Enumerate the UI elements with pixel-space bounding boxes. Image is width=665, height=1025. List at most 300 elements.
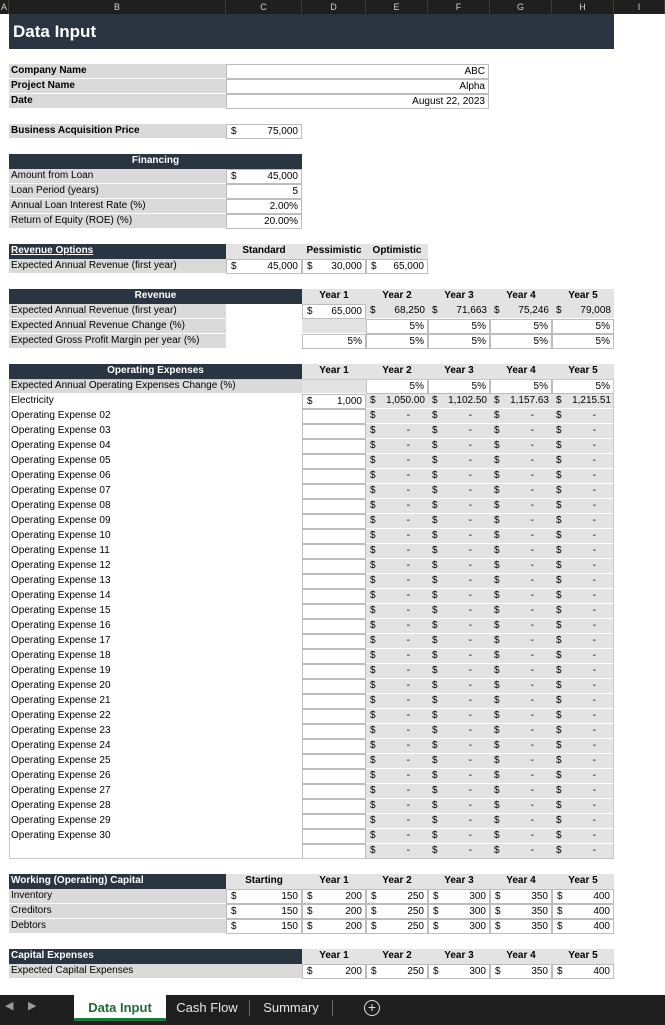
currency-symbol: $ bbox=[370, 740, 376, 751]
currency-symbol: $ bbox=[556, 425, 562, 436]
column-header[interactable]: D bbox=[302, 0, 366, 14]
currency-symbol: $ bbox=[231, 126, 237, 137]
column-header[interactable]: A bbox=[0, 2, 7, 12]
opex-input-cell[interactable] bbox=[302, 469, 366, 484]
currency-symbol: $ bbox=[370, 305, 376, 316]
opex-input-cell[interactable] bbox=[302, 709, 366, 724]
opex-cell bbox=[552, 649, 614, 664]
opex-row-label: Operating Expense 18 bbox=[9, 649, 226, 664]
opex-row-label: Operating Expense 16 bbox=[9, 619, 226, 634]
opex-input-cell[interactable] bbox=[302, 634, 366, 649]
page-title: Data Input bbox=[9, 14, 614, 49]
dash-value: - bbox=[468, 785, 472, 796]
opex-cell bbox=[552, 664, 614, 679]
currency-symbol: $ bbox=[556, 755, 562, 766]
opex-cell bbox=[428, 769, 490, 784]
working-capital-cell[interactable] bbox=[490, 919, 552, 934]
column-header[interactable]: G bbox=[490, 0, 552, 14]
opex-row-label: Operating Expense 02 bbox=[9, 409, 226, 424]
opex-cell bbox=[552, 409, 614, 424]
opex-cell bbox=[366, 559, 428, 574]
dash-value: - bbox=[406, 575, 410, 586]
opex-cell bbox=[366, 709, 428, 724]
currency-symbol: $ bbox=[370, 605, 376, 616]
working-capital-cell[interactable] bbox=[490, 904, 552, 919]
currency-symbol: $ bbox=[494, 515, 500, 526]
currency-symbol: $ bbox=[370, 470, 376, 481]
revenue-cell bbox=[552, 304, 614, 319]
opex-input-cell[interactable] bbox=[302, 559, 366, 574]
opex-cell bbox=[366, 604, 428, 619]
dash-value: - bbox=[592, 845, 596, 856]
working-capital-cell-value: 200 bbox=[345, 906, 362, 917]
opex-cell bbox=[490, 694, 552, 709]
currency-symbol: $ bbox=[556, 590, 562, 601]
worksheet-grid[interactable] bbox=[0, 14, 665, 995]
opex-cell bbox=[552, 634, 614, 649]
revenue-cell-value: 75,246 bbox=[518, 305, 549, 316]
operating-expenses-header: Operating Expenses bbox=[9, 364, 302, 379]
opex-cell bbox=[428, 814, 490, 829]
currency-symbol: $ bbox=[494, 560, 500, 571]
capex-cell[interactable] bbox=[302, 964, 366, 979]
currency-symbol: $ bbox=[495, 906, 501, 917]
revenue-row-label: Expected Gross Profit Margin per year (%) bbox=[9, 334, 226, 349]
currency-symbol: $ bbox=[494, 395, 500, 406]
working-capital-cell-value: 350 bbox=[531, 906, 548, 917]
revenue-cell[interactable]: 5% bbox=[302, 334, 366, 349]
currency-symbol: $ bbox=[494, 815, 500, 826]
dash-value: - bbox=[468, 620, 472, 631]
year-header: Year 5 bbox=[552, 364, 614, 379]
working-capital-cell[interactable] bbox=[552, 919, 614, 934]
revenue-cell[interactable]: 5% bbox=[552, 319, 614, 334]
opex-cell bbox=[490, 394, 552, 409]
dash-value: - bbox=[530, 695, 534, 706]
dash-value: - bbox=[592, 590, 596, 601]
working-capital-cell[interactable] bbox=[302, 904, 366, 919]
opex-input-cell[interactable] bbox=[302, 784, 366, 799]
revenue-cell-value: 65,000 bbox=[331, 306, 362, 317]
opex-cell bbox=[552, 769, 614, 784]
tab-separator bbox=[332, 1000, 333, 1016]
dash-value: - bbox=[530, 485, 534, 496]
opex-cell bbox=[366, 844, 428, 859]
opex-cell bbox=[366, 769, 428, 784]
column-header[interactable]: I bbox=[614, 0, 665, 14]
currency-symbol: $ bbox=[370, 425, 376, 436]
dash-value: - bbox=[530, 425, 534, 436]
currency-symbol: $ bbox=[231, 921, 237, 932]
dash-value: - bbox=[406, 815, 410, 826]
opex-cell bbox=[490, 514, 552, 529]
working-capital-row-label: Inventory bbox=[9, 889, 226, 904]
loan-amount-value: 45,000 bbox=[267, 171, 298, 182]
opex-change-cell[interactable]: 5% bbox=[552, 379, 614, 394]
working-capital-cell[interactable] bbox=[302, 919, 366, 934]
opex-cell bbox=[490, 634, 552, 649]
working-capital-cell[interactable] bbox=[302, 889, 366, 904]
company-name-input[interactable]: ABC bbox=[226, 64, 489, 79]
opex-row-label: Operating Expense 08 bbox=[9, 499, 226, 514]
working-capital-cell-value: 350 bbox=[531, 891, 548, 902]
currency-symbol: $ bbox=[557, 906, 563, 917]
opex-input-cell[interactable] bbox=[302, 424, 366, 439]
opex-cell bbox=[366, 529, 428, 544]
acquisition-price-input[interactable] bbox=[226, 124, 302, 139]
dash-value: - bbox=[468, 515, 472, 526]
currency-symbol: $ bbox=[432, 455, 438, 466]
acquisition-price-label: Business Acquisition Price bbox=[9, 124, 226, 139]
working-capital-cell[interactable] bbox=[366, 889, 428, 904]
opex-cell bbox=[552, 469, 614, 484]
opex-input-cell[interactable] bbox=[302, 829, 366, 844]
financing-label: Return of Equity (ROE) (%) bbox=[9, 214, 226, 229]
working-capital-cell[interactable] bbox=[552, 889, 614, 904]
currency-symbol: $ bbox=[556, 740, 562, 751]
year-header: Year 5 bbox=[552, 949, 614, 964]
column-header[interactable]: C bbox=[226, 0, 302, 14]
opex-cell bbox=[366, 409, 428, 424]
dash-value: - bbox=[530, 830, 534, 841]
opex-cell bbox=[552, 424, 614, 439]
currency-symbol: $ bbox=[556, 545, 562, 556]
opex-cell bbox=[552, 739, 614, 754]
dash-value: - bbox=[592, 785, 596, 796]
revenue-row-label: Expected Annual Revenue Change (%) bbox=[9, 319, 226, 334]
opex-cell bbox=[552, 799, 614, 814]
opex-input-cell[interactable] bbox=[302, 409, 366, 424]
opex-input-cell[interactable] bbox=[302, 799, 366, 814]
revenue-cell-value: 79,008 bbox=[580, 305, 611, 316]
dash-value: - bbox=[468, 545, 472, 556]
currency-symbol: $ bbox=[432, 620, 438, 631]
year-header: Year 1 bbox=[302, 949, 366, 964]
dash-value: - bbox=[592, 485, 596, 496]
dash-value: - bbox=[406, 545, 410, 556]
working-capital-cell[interactable] bbox=[428, 889, 490, 904]
opex-cell bbox=[552, 784, 614, 799]
currency-symbol: $ bbox=[307, 261, 313, 272]
currency-symbol: $ bbox=[556, 530, 562, 541]
project-name-input[interactable]: Alpha bbox=[226, 79, 489, 94]
revenue-cell[interactable]: 5% bbox=[428, 334, 490, 349]
opex-input-cell[interactable] bbox=[302, 499, 366, 514]
opex-cell bbox=[366, 619, 428, 634]
currency-symbol: $ bbox=[371, 906, 377, 917]
currency-symbol: $ bbox=[556, 815, 562, 826]
dash-value: - bbox=[530, 515, 534, 526]
dash-value: - bbox=[530, 770, 534, 781]
opex-cell bbox=[490, 679, 552, 694]
opex-cell bbox=[428, 409, 490, 424]
revenue-cell[interactable]: 5% bbox=[552, 334, 614, 349]
dash-value: - bbox=[530, 665, 534, 676]
capex-cell[interactable] bbox=[490, 964, 552, 979]
loan-period-input[interactable]: 5 bbox=[226, 184, 302, 199]
opex-change-cell[interactable]: 5% bbox=[428, 379, 490, 394]
dash-value: - bbox=[468, 440, 472, 451]
opex-input-cell[interactable] bbox=[302, 514, 366, 529]
opex-input-cell[interactable] bbox=[302, 769, 366, 784]
interest-rate-input[interactable]: 2.00% bbox=[226, 199, 302, 214]
currency-symbol: $ bbox=[432, 545, 438, 556]
opex-cell bbox=[490, 469, 552, 484]
currency-symbol: $ bbox=[370, 755, 376, 766]
dash-value: - bbox=[530, 530, 534, 541]
year-header: Year 3 bbox=[428, 949, 490, 964]
opex-cell bbox=[366, 649, 428, 664]
opex-cell bbox=[366, 664, 428, 679]
currency-symbol: $ bbox=[556, 725, 562, 736]
dash-value: - bbox=[406, 770, 410, 781]
previous-sheet-icon[interactable]: ◀ bbox=[5, 1000, 14, 1012]
dash-value: - bbox=[468, 665, 472, 676]
opex-cell bbox=[366, 799, 428, 814]
dash-value: - bbox=[406, 470, 410, 481]
column-header[interactable]: E bbox=[366, 0, 428, 14]
opex-cell bbox=[552, 814, 614, 829]
opex-input-cell[interactable] bbox=[302, 814, 366, 829]
currency-symbol: $ bbox=[231, 891, 237, 902]
tab-summary[interactable]: Summary bbox=[263, 1000, 319, 1015]
opex-input-cell[interactable] bbox=[302, 589, 366, 604]
opex-row-label: Operating Expense 09 bbox=[9, 514, 226, 529]
dash-value: - bbox=[530, 410, 534, 421]
currency-symbol: $ bbox=[557, 966, 563, 977]
working-capital-cell[interactable] bbox=[552, 904, 614, 919]
dash-value: - bbox=[406, 590, 410, 601]
opex-input-cell[interactable] bbox=[302, 454, 366, 469]
working-capital-cell-value: 400 bbox=[593, 891, 610, 902]
financing-label: Amount from Loan bbox=[9, 169, 226, 184]
opex-input-cell[interactable] bbox=[302, 439, 366, 454]
opex-input-cell[interactable] bbox=[302, 574, 366, 589]
dash-value: - bbox=[530, 725, 534, 736]
dash-value: - bbox=[530, 650, 534, 661]
currency-symbol: $ bbox=[494, 470, 500, 481]
capex-cell-value: 300 bbox=[469, 966, 486, 977]
opex-cell[interactable] bbox=[302, 394, 366, 409]
opex-input-cell[interactable] bbox=[302, 694, 366, 709]
revenue-option-optimistic: Optimistic bbox=[366, 244, 428, 259]
opex-cell bbox=[490, 499, 552, 514]
working-capital-header: Working (Operating) Capital bbox=[9, 874, 226, 889]
opex-input-cell[interactable] bbox=[302, 679, 366, 694]
revenue-options-row-label: Expected Annual Revenue (first year) bbox=[9, 259, 226, 274]
opex-cell bbox=[428, 469, 490, 484]
currency-symbol: $ bbox=[370, 770, 376, 781]
tab-cash-flow[interactable]: Cash Flow bbox=[176, 1000, 238, 1015]
working-capital-row-label: Creditors bbox=[9, 904, 226, 919]
dash-value: - bbox=[592, 575, 596, 586]
currency-symbol: $ bbox=[494, 545, 500, 556]
opex-cell bbox=[366, 499, 428, 514]
currency-symbol: $ bbox=[494, 575, 500, 586]
currency-symbol: $ bbox=[494, 695, 500, 706]
opex-cell bbox=[428, 604, 490, 619]
opex-cell-value: 1,157.63 bbox=[510, 395, 549, 406]
revenue-cell[interactable] bbox=[302, 304, 366, 319]
dash-value: - bbox=[468, 470, 472, 481]
optimistic-revenue-input[interactable] bbox=[366, 259, 428, 274]
opex-row-label: Operating Expense 06 bbox=[9, 469, 226, 484]
currency-symbol: $ bbox=[494, 650, 500, 661]
opex-input-cell[interactable] bbox=[302, 739, 366, 754]
currency-symbol: $ bbox=[494, 770, 500, 781]
revenue-option-standard: Standard bbox=[226, 244, 302, 259]
opex-input-cell[interactable] bbox=[302, 484, 366, 499]
currency-symbol: $ bbox=[371, 891, 377, 902]
currency-symbol: $ bbox=[557, 891, 563, 902]
revenue-cell[interactable] bbox=[302, 319, 366, 334]
tab-data-input[interactable]: Data Input bbox=[74, 995, 166, 1021]
date-input[interactable]: August 22, 2023 bbox=[226, 94, 489, 109]
opex-cell bbox=[490, 799, 552, 814]
opex-cell bbox=[490, 709, 552, 724]
dash-value: - bbox=[468, 605, 472, 616]
opex-change-cell[interactable]: 5% bbox=[366, 379, 428, 394]
working-capital-cell[interactable] bbox=[428, 904, 490, 919]
currency-symbol: $ bbox=[556, 515, 562, 526]
opex-change-cell[interactable]: 5% bbox=[490, 379, 552, 394]
next-sheet-icon[interactable]: ▶ bbox=[28, 1000, 37, 1012]
opex-cell bbox=[552, 619, 614, 634]
opex-row-label: Operating Expense 29 bbox=[9, 814, 226, 829]
currency-symbol: $ bbox=[432, 800, 438, 811]
opex-cell bbox=[366, 424, 428, 439]
currency-symbol: $ bbox=[556, 395, 562, 406]
opex-cell bbox=[552, 544, 614, 559]
dash-value: - bbox=[530, 455, 534, 466]
currency-symbol: $ bbox=[432, 770, 438, 781]
working-capital-column-header: Year 5 bbox=[552, 874, 614, 889]
currency-symbol: $ bbox=[494, 785, 500, 796]
roe-input[interactable]: 20.00% bbox=[226, 214, 302, 229]
revenue-cell[interactable]: 5% bbox=[366, 334, 428, 349]
working-capital-cell[interactable] bbox=[428, 919, 490, 934]
year-header: Year 2 bbox=[366, 364, 428, 379]
opex-input-cell[interactable] bbox=[302, 619, 366, 634]
capex-row-label: Expected Capital Expenses bbox=[9, 964, 302, 979]
revenue-cell[interactable]: 5% bbox=[490, 319, 552, 334]
working-capital-cell-value: 400 bbox=[593, 906, 610, 917]
add-sheet-icon[interactable]: + bbox=[364, 1000, 380, 1016]
currency-symbol: $ bbox=[556, 635, 562, 646]
opex-cell bbox=[490, 844, 552, 859]
working-capital-column-header: Starting bbox=[226, 874, 302, 889]
dash-value: - bbox=[406, 800, 410, 811]
currency-symbol: $ bbox=[371, 966, 377, 977]
revenue-cell bbox=[428, 304, 490, 319]
dash-value: - bbox=[592, 650, 596, 661]
dash-value: - bbox=[468, 695, 472, 706]
currency-symbol: $ bbox=[556, 560, 562, 571]
currency-symbol: $ bbox=[370, 395, 376, 406]
opex-cell bbox=[428, 529, 490, 544]
revenue-cell[interactable]: 5% bbox=[366, 319, 428, 334]
opex-cell bbox=[366, 829, 428, 844]
pessimistic-revenue-input[interactable] bbox=[302, 259, 366, 274]
opex-input-cell[interactable] bbox=[302, 844, 366, 859]
opex-input-cell[interactable] bbox=[302, 664, 366, 679]
currency-symbol: $ bbox=[432, 605, 438, 616]
opex-cell bbox=[552, 499, 614, 514]
working-capital-cell[interactable] bbox=[226, 919, 302, 934]
working-capital-cell[interactable] bbox=[366, 904, 428, 919]
currency-symbol: $ bbox=[556, 800, 562, 811]
opex-input-cell[interactable] bbox=[302, 724, 366, 739]
opex-input-cell[interactable] bbox=[302, 529, 366, 544]
revenue-options-header: Revenue Options bbox=[9, 244, 226, 259]
currency-symbol: $ bbox=[432, 830, 438, 841]
working-capital-cell-value: 150 bbox=[281, 906, 298, 917]
opex-input-cell[interactable] bbox=[302, 544, 366, 559]
working-capital-cell[interactable] bbox=[366, 919, 428, 934]
revenue-cell[interactable]: 5% bbox=[490, 334, 552, 349]
currency-symbol: $ bbox=[370, 680, 376, 691]
column-header[interactable]: F bbox=[428, 0, 490, 14]
dash-value: - bbox=[468, 575, 472, 586]
revenue-cell[interactable]: 5% bbox=[428, 319, 490, 334]
opex-cell bbox=[428, 679, 490, 694]
opex-cell-value: 1,102.50 bbox=[448, 395, 487, 406]
dash-value: - bbox=[406, 710, 410, 721]
opex-row-label: Operating Expense 19 bbox=[9, 664, 226, 679]
opex-row-label: Operating Expense 24 bbox=[9, 739, 226, 754]
opex-input-cell[interactable] bbox=[302, 649, 366, 664]
currency-symbol: $ bbox=[370, 785, 376, 796]
dash-value: - bbox=[592, 740, 596, 751]
currency-symbol: $ bbox=[556, 575, 562, 586]
opex-cell bbox=[490, 574, 552, 589]
currency-symbol: $ bbox=[495, 921, 501, 932]
standard-revenue-input[interactable] bbox=[226, 259, 302, 274]
opex-cell bbox=[428, 424, 490, 439]
capex-cell[interactable] bbox=[552, 964, 614, 979]
opex-row-label: Operating Expense 07 bbox=[9, 484, 226, 499]
opex-row-label: Operating Expense 22 bbox=[9, 709, 226, 724]
opex-row-label bbox=[9, 844, 226, 859]
opex-cell bbox=[552, 754, 614, 769]
opex-cell bbox=[366, 784, 428, 799]
opex-cell bbox=[490, 754, 552, 769]
working-capital-cell[interactable] bbox=[226, 904, 302, 919]
working-capital-cell[interactable] bbox=[490, 889, 552, 904]
revenue-cell-value: 68,250 bbox=[394, 305, 425, 316]
currency-symbol: $ bbox=[231, 171, 237, 182]
opex-input-cell[interactable] bbox=[302, 754, 366, 769]
opex-change-cell[interactable] bbox=[302, 379, 366, 394]
opex-cell bbox=[366, 394, 428, 409]
currency-symbol: $ bbox=[432, 425, 438, 436]
dash-value: - bbox=[592, 545, 596, 556]
loan-amount-input[interactable] bbox=[226, 169, 302, 184]
currency-symbol: $ bbox=[432, 740, 438, 751]
column-header[interactable]: B bbox=[9, 0, 226, 14]
dash-value: - bbox=[406, 740, 410, 751]
dash-value: - bbox=[592, 800, 596, 811]
currency-symbol: $ bbox=[432, 305, 438, 316]
capex-cell[interactable] bbox=[366, 964, 428, 979]
working-capital-cell[interactable] bbox=[226, 889, 302, 904]
currency-symbol: $ bbox=[370, 845, 376, 856]
opex-cell bbox=[428, 499, 490, 514]
opex-input-cell[interactable] bbox=[302, 604, 366, 619]
capex-cell[interactable] bbox=[428, 964, 490, 979]
column-header[interactable]: H bbox=[552, 0, 614, 14]
opex-cell bbox=[366, 724, 428, 739]
